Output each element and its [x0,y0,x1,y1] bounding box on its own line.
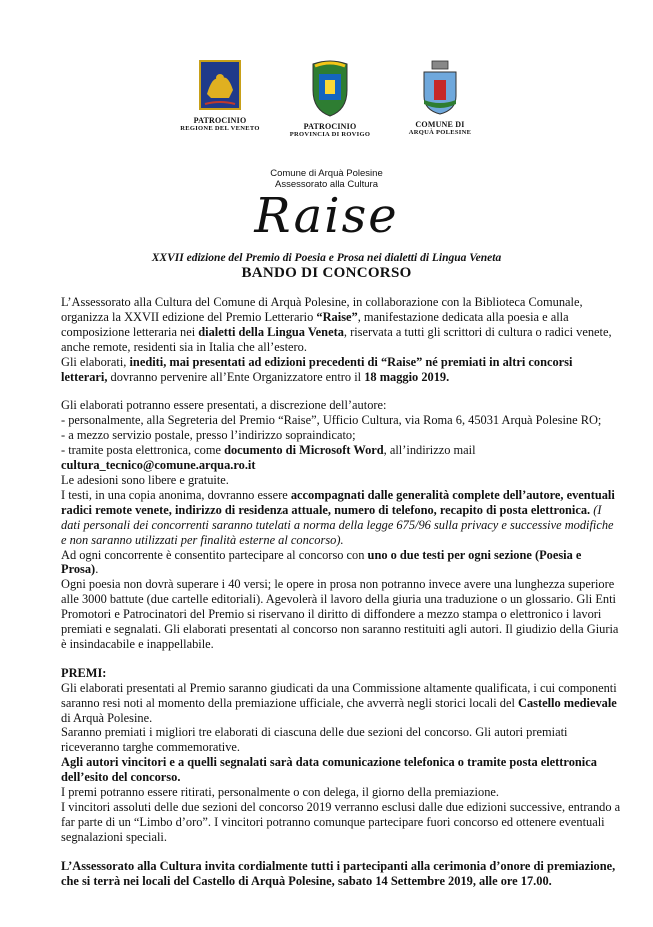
edition-subtitle: XXVII edizione del Premio di Poesia e Prosa nei dialetti di Lingua Veneta [151,252,502,264]
logo-rovigo-line2: PROVINCIA DI ROVIGO [289,131,371,138]
email-address[interactable]: cultura_tecnico@comune.arqua.ro.it [61,458,256,473]
deadline-date: 18 maggio 2019. [364,369,450,384]
text: Ad ogni concorrente è consentito partecipare al concorso con [61,547,368,562]
paragraph-submission: Gli elaborati potranno essere presentati, a discrezione dell’autore: [61,398,387,413]
paragraph-deadline [61,355,621,385]
provincia-rovigo-crest-icon [307,60,353,118]
paragraph-free: Le adesioni sono libere e gratuite. [61,472,229,487]
logo-rovigo-line1: PATROCINIO [303,122,357,131]
text: , riservata a tutti gli scrittori di cultura o radici venete, anche remote, residenti sia in Italia che all’estero. [61,324,612,354]
header-assessorato: Assessorato alla Cultura [275,179,378,190]
header-comune: Comune di Arquà Polesine [270,168,383,179]
bando-heading: BANDO DI CONCORSO [241,265,412,281]
paragraph-notification: Agli autori vincitori e a quelli segnalati sarà data comunicazione telefonica o tramite posta elettronica dell’esito del concorso. [61,755,597,785]
paragraph-jury [61,681,621,726]
text-bold: inediti, mai presentati ad edizioni precedenti di “Raise” né premiati in altri concorsi letterari, [61,354,573,384]
text: , manifestazione dedicata alla poesia e alla composizione letteraria nei [61,309,569,339]
submission-postal: - a mezzo servizio postale, presso l’indirizzo sopraindicato; [61,428,356,443]
text-bold: “Raise” [316,309,358,324]
text-bold: documento di Microsoft Word [224,443,384,458]
logo-veneto-line1: PATROCINIO [193,116,247,125]
raise-title: Raise [254,188,399,244]
submission-email [61,443,621,458]
text-bold: accompagnati dalle generalità complete dell’autore, eventuali radici remote venete, indirizzo di residenza attuale, numero di telefono, recapito di posta elettronica. [61,487,615,517]
text: dovranno pervenire all’Ente Organizzatore entro il [107,369,365,384]
document-body [61,295,621,889]
paragraph-intro [61,295,621,355]
regione-veneto-crest-icon [199,60,241,112]
paragraph-rules: Ogni poesia non dovrà superare i 40 versi; le opere in prosa non potranno invece avere una lunghezza superiore alle 3000 battute (due cartelle editoriali). Agevolerà il lavoro della giuria una traduzione o un glossario. Gli Enti Promotori e Patrocinatori del Premio si riservano il diritto di diffondere a mezzo stampa o elettronico i lavori premiati e segnalati. Gli elaborati presentati al concorso non saranno restituiti agli autori. Il giudizio della Giuria è insindacabile e inappellabile. [61,577,619,651]
text: - tramite posta elettronica, come [61,443,225,458]
submission-in-person: - personalmente, alla Segreteria del Premio “Raise”, Ufficio Cultura, via Roma 6, 45031 Arquà Polesine RO; [61,413,602,428]
patronage-logos [170,60,490,150]
paragraph-invitation: L’Assessorato alla Cultura invita cordialmente tutti i partecipanti alla cerimonia d’onore di premiazione, che si terrà nei locali del Castello di Arquà Polesine, sabato 14 Settembre 2019, alle ore 17.00. [61,858,616,888]
paragraph-entries [61,548,621,578]
logo-veneto-line2: REGIONE DEL VENETO [180,125,260,132]
text: Gli elaborati presentati al Premio saranno giudicati da una Commissione altamente qualificata, i cui componenti saranno resi noti al momento della premiazione ufficiale, che avverrà negli storici locali del [61,680,617,710]
text: Gli elaborati, [61,354,130,369]
text: , all’indirizzo mail [383,443,476,458]
text-bold: uno o due testi per ogni sezione (Poesia e Prosa) [61,547,582,577]
premi-heading: PREMI: [61,665,107,680]
paragraph-awards: Saranno premiati i migliori tre elaborati di ciascuna delle due sezioni del concorso. Gli autori premiati riceveranno targhe commemorative. [61,725,568,755]
paragraph-collection: I premi potranno essere ritirati, personalmente o con delega, il giorno della premiazione. [61,785,499,800]
logo-arqua-line2: ARQUÀ POLESINE [408,129,472,136]
text: di Arquà Polesine. [61,710,153,725]
text: I testi, in una copia anonima, dovranno essere [61,487,291,502]
paragraph-limbo: I vincitori assoluti delle due sezioni del concorso 2019 verranno esclusi dalle due edizioni successive, entrando a far parte di un “Limbo d’oro”. I vincitori potranno comunque partecipare fuori concorso ed ottenere eventuali segnalazioni speciali. [61,800,621,844]
logo-comune-arqua [390,60,490,137]
logo-provincia-rovigo [280,60,380,139]
logo-arqua-line1: COMUNE DI [415,120,465,129]
logo-regione-veneto [170,60,270,133]
header-org [0,168,653,190]
text-bold: dialetti della Lingua Veneta [198,324,344,339]
paragraph-anonymous [61,488,621,548]
comune-arqua-crest-icon [421,60,459,116]
text-italic: (I dati personali dei concorrenti saranno tutelati a norma della legge 675/96 sulla privacy e successive modifiche e non saranno utilizzati per finalità esterne al concorso). [61,502,614,547]
text: . [95,562,99,577]
text: L’Assessorato alla Cultura del Comune di Arquà Polesine, in collaborazione con la Biblioteca Comunale, organizza la XXVII edizione del Premio Letterario [61,295,583,324]
text-bold: Castello medievale [518,695,617,710]
